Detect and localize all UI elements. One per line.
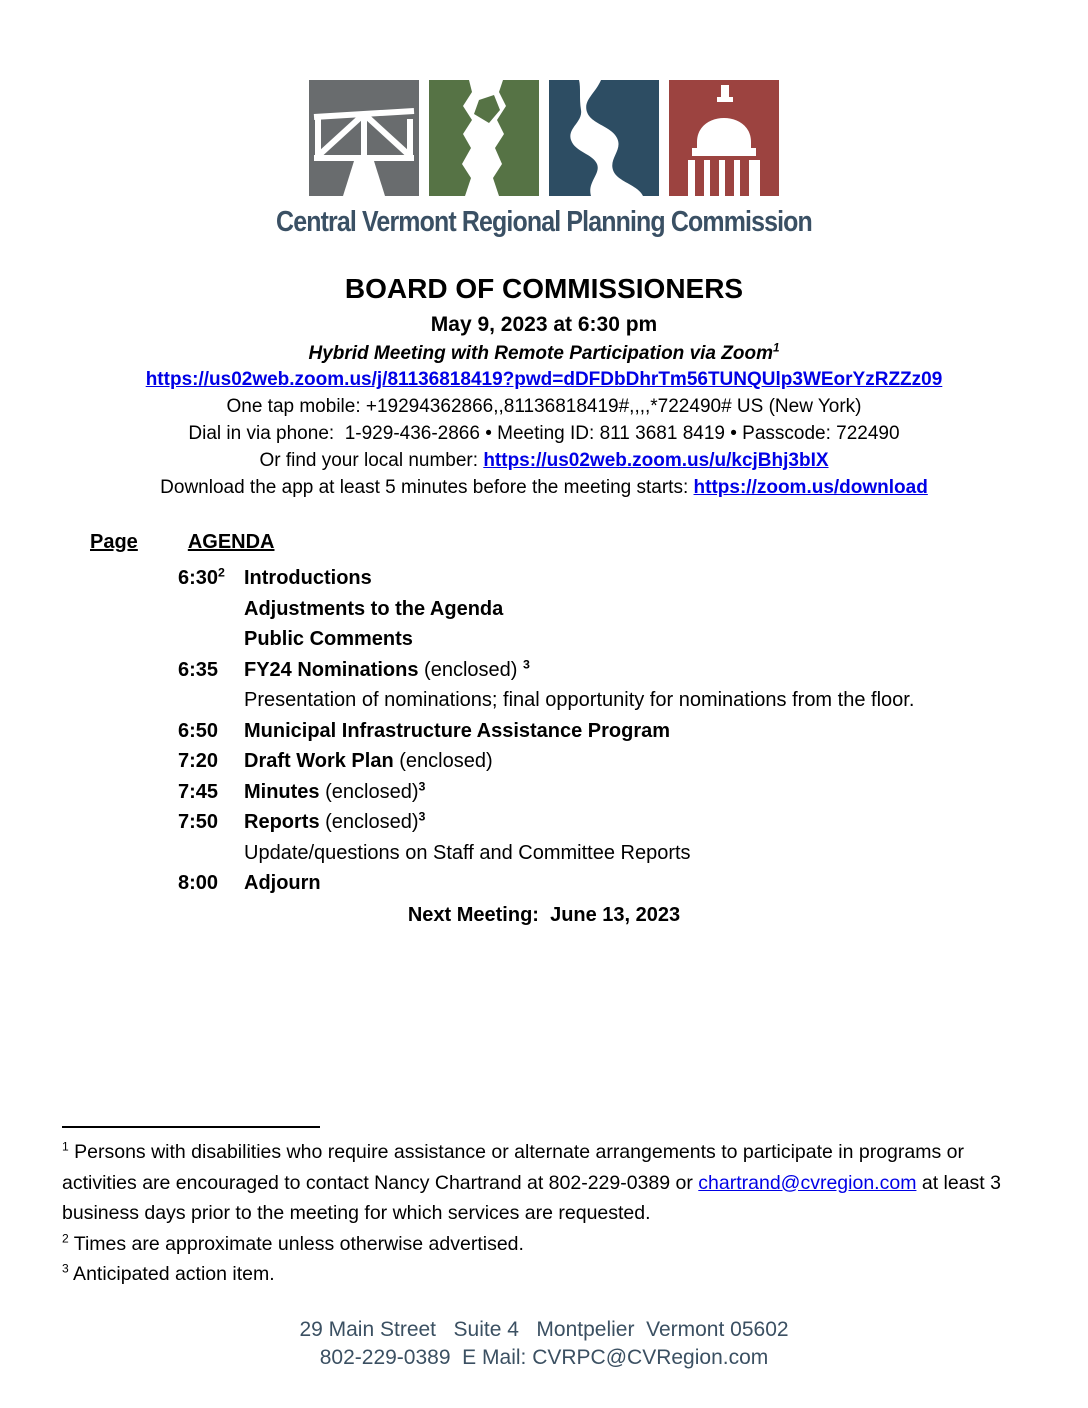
- agenda-item-label: Update/questions on Staff and Committee Reports: [244, 841, 691, 864]
- local-number-line: Or find your local number: https://us02web.zoom.us/u/kcjBhj3bIX: [259, 450, 829, 471]
- agenda-item-label: Introductions: [244, 567, 372, 589]
- bridge-icon: [309, 80, 419, 196]
- agenda-item-adjustments: [178, 594, 1088, 625]
- agenda-time: 7:20: [178, 750, 219, 772]
- meeting-type: Hybrid Meeting with Remote Participation via Zoom$^1$: [308, 341, 780, 364]
- agenda-item-label: Presentation of nominations; final opportunity for nominations from the floor.: [244, 689, 915, 711]
- river-icon: [549, 80, 659, 196]
- footnote-3: $^3$ Anticipated action item.: [62, 1261, 275, 1285]
- footnote-2: $^2$ Times are approximate unless otherwise advertised.: [62, 1231, 524, 1255]
- page-title: BOARD OF COMMISSIONERS: [344, 273, 744, 304]
- agenda-item-draft-work-plan: [178, 746, 1088, 777]
- agenda-section: [0, 530, 1088, 930]
- vermont-map-icon: [429, 80, 539, 196]
- dial-in-line: Dial in via phone: 1-929-436-2866 • Meeting ID: 811 3681 8419 • Passcode: 722490: [188, 423, 900, 444]
- agenda-item-minutes: [178, 777, 1088, 808]
- agenda-item-label: Adjourn: [244, 872, 321, 894]
- agenda-title: AGENDA: [187, 531, 275, 553]
- capitol-dome-icon: [669, 80, 779, 196]
- chartrand-email-link[interactable]: chartrand@cvregion.com: [698, 1171, 917, 1194]
- agenda-time: [178, 594, 244, 625]
- logo-tiles: [0, 80, 1088, 196]
- one-tap-mobile-line: One tap mobile: +19294362866,,81136818419#,,,,*722490# US (New York): [226, 396, 862, 417]
- document-header: [0, 272, 1088, 501]
- agenda-item-label: Adjustments to the Agenda: [244, 597, 504, 620]
- footnote-ref-1: 1: [772, 341, 780, 355]
- agenda-item-label: Public Comments: [244, 628, 413, 650]
- footer-contact: 802-229-0389 E Mail: CVRPC@CVRegion.com: [319, 1346, 769, 1369]
- footnote-ref-3: 3: [418, 809, 426, 824]
- agenda-item-reports: [178, 807, 1088, 838]
- agenda-time: 6:50: [178, 719, 219, 742]
- agenda-time: [178, 685, 244, 716]
- agenda-time: 7:50: [178, 811, 219, 833]
- agenda-time: [178, 838, 244, 869]
- agenda-time: $6:30^2$: [178, 565, 225, 589]
- agenda-item-label: Draft Work Plan (enclosed): [244, 750, 493, 772]
- agenda-item-label: Municipal Infrastructure Assistance Program: [244, 719, 671, 742]
- zoom-download-link[interactable]: https://zoom.us/download: [693, 477, 928, 498]
- meeting-datetime: May 9, 2023 at 6:30 pm: [430, 313, 658, 336]
- footer-address: 29 Main Street Suite 4 Montpelier Vermont 05602: [299, 1318, 789, 1341]
- agenda-item-label: FY24 Nominations (enclosed) $^3$: [244, 656, 530, 681]
- agenda-time: 7:45: [178, 780, 219, 803]
- agenda-item-label: Minutes (enclosed)$^3$: [244, 778, 426, 803]
- agenda-header: [90, 530, 1088, 554]
- local-number-link[interactable]: https://us02web.zoom.us/u/kcjBhj3bIX: [483, 450, 829, 471]
- agenda-item-adjourn: [178, 868, 1088, 899]
- page-column-header: Page: [90, 531, 138, 553]
- agenda-time: 6:35: [178, 658, 219, 681]
- agenda-time: [178, 624, 244, 655]
- footnotes-section: [62, 1126, 1014, 1290]
- footnote-separator: [62, 1126, 320, 1128]
- logo-wordmark: Central Vermont Regional Planning Commission: [276, 206, 812, 238]
- footnote-1: $^1$ Persons with disabilities who require assistance or alternate arrangements to participate in programs or activities are encouraged to contact Nancy Chartrand at 802-229-0389 or chartrand@cvregion.com at least 3 business days prior to the meeting for which services are requested.: [62, 1139, 1007, 1224]
- zoom-meeting-link[interactable]: https://us02web.zoom.us/j/81136818419?pwd=dDFDbDhrTm56TUNQUlp3WEorYzRZZz09: [145, 369, 943, 390]
- agenda-item-municipal-infrastructure: [178, 716, 1088, 747]
- agenda-item-introductions: [178, 563, 1088, 594]
- agenda-item-nominations-detail: [178, 685, 1088, 716]
- cvrpc-logo: [0, 80, 1088, 239]
- footnote-ref-3: 3: [522, 656, 530, 671]
- agenda-time: 8:00: [178, 872, 219, 894]
- agenda-item-fy24-nominations: [178, 655, 1088, 686]
- download-app-line: Download the app at least 5 minutes before the meeting starts: https://zoom.us/download: [160, 477, 928, 498]
- document-footer: [0, 1316, 1088, 1372]
- footnote-ref-3: 3: [418, 778, 426, 793]
- agenda-item-label: Reports (enclosed)$^3$: [244, 809, 426, 833]
- agenda-item-reports-detail: [178, 838, 1088, 869]
- agenda-item-public-comments: [178, 624, 1088, 655]
- next-meeting-notice: Next Meeting: June 13, 2023: [407, 903, 681, 926]
